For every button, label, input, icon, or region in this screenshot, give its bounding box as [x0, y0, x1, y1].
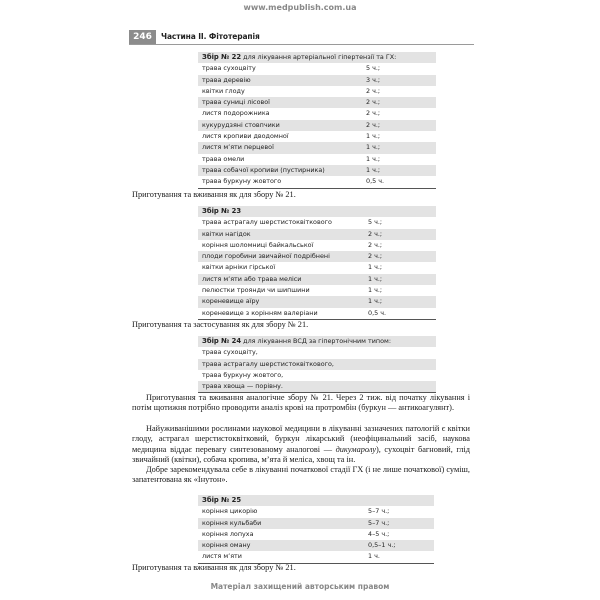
ingredient-amount: 2 ч.;: [368, 240, 383, 249]
ingredient-row: [198, 359, 436, 370]
recipe-purpose: для лікування ВСД за гіпертонічним типом:: [241, 337, 391, 345]
ingredient-name: трава астрагалу шерстистоквіткового: [202, 218, 332, 227]
ingredient-row: [198, 529, 434, 540]
ingredient-name: кукурудзяні стовпчики: [202, 120, 280, 129]
recipe-number: Збір № 25: [202, 496, 242, 504]
ingredient-name: трава буркуну жовтого: [202, 177, 282, 186]
ingredient-amount: 2 ч.;: [366, 109, 381, 118]
ingredient-name: коріння кульбаби: [202, 518, 262, 527]
ingredient-amount: 4–5 ч.;: [368, 529, 390, 538]
ingredient-name: листя м’яти перцевої: [202, 143, 274, 152]
ingredient-row: [198, 370, 436, 381]
ingredient-amount: 5 ч.;: [368, 218, 383, 227]
ingredient-name: коріння оману: [202, 541, 251, 550]
ingredient-name: квітки глоду: [202, 86, 245, 95]
recipe-number: Збір № 24: [202, 337, 242, 345]
ingredient-amount: 1 ч.;: [366, 143, 381, 152]
chapter-title: Частина II. Фітотерапія: [161, 32, 260, 41]
ingredient-amount: 5–7 ч.;: [368, 518, 390, 527]
ingredient-row: [198, 86, 436, 97]
ingredient-amount: 0,5–1 ч.;: [368, 541, 396, 550]
paragraph-1: Приготування та вживання аналогічне збору № 21. Через 2 тиж. від початку лікування і потім щотижня потрібно проводити аналіз крові на протромбін (буркун — антикоагулянт).: [132, 393, 470, 413]
note-after-22: Приготування та вживання як для збору № 21.: [132, 190, 296, 199]
site-url[interactable]: www.medpublish.com.ua: [243, 3, 357, 12]
ingredient-name: коріння лопуха: [202, 529, 254, 538]
ingredient-row: [198, 97, 436, 108]
ingredient-row: [198, 142, 436, 153]
recipe-table-22: [198, 52, 436, 189]
ingredient-name: квітки нагідок: [202, 229, 251, 238]
recipe-number: Збір № 23: [202, 207, 242, 215]
ingredient-amount: 0,5 ч.: [368, 308, 387, 317]
ingredient-name: трава сухоцвіту: [202, 64, 256, 73]
ingredient-name: листя м’яти: [202, 552, 242, 561]
ingredient-row: [198, 229, 436, 240]
recipe-title: [198, 52, 436, 63]
ingredient-row: [198, 540, 434, 551]
paragraph-2-italic: дикумаролу: [335, 444, 377, 454]
ingredient-row: [198, 551, 434, 562]
ingredient-name: трава хвоща — порівну.: [202, 382, 283, 391]
ingredient-name: коріння цикорію: [202, 507, 258, 516]
paragraph-2-after: ), сухоцвіт багновий, глід звичайний (квітки), собача кропива, м’ята й меліса, хвощ та ін.: [132, 444, 470, 464]
note-after-23: Приготування та застосування як для збору № 21.: [132, 320, 309, 329]
recipe-table-24: [198, 336, 436, 393]
ingredient-amount: 1 ч.;: [366, 154, 381, 163]
ingredient-row: [198, 506, 434, 517]
ingredient-name: трава сухоцвіту,: [202, 348, 258, 357]
ingredient-name: кореневище аїру: [202, 297, 260, 306]
paragraph-2: [132, 424, 470, 465]
ingredient-name: трава буркуну жовтого,: [202, 370, 284, 379]
ingredient-name: листя кропиви дводомної: [202, 132, 289, 141]
ingredient-name: трава суниці лісової: [202, 98, 270, 107]
ingredient-row: [198, 251, 436, 262]
ingredient-row: [198, 296, 436, 307]
ingredient-amount: 5–7 ч.;: [368, 507, 390, 516]
recipe-title: [198, 336, 436, 347]
ingredient-name: трава деревію: [202, 75, 251, 84]
ingredient-amount: 1 ч.: [368, 552, 380, 561]
ingredient-name: квітки арніки гірської: [202, 263, 276, 272]
recipe-title: [198, 495, 434, 506]
ingredient-amount: 2 ч.;: [366, 98, 381, 107]
ingredient-amount: 1 ч.;: [368, 274, 383, 283]
ingredient-name: трава омели: [202, 154, 245, 163]
recipe-table-23: [198, 206, 436, 320]
ingredient-amount: 2 ч.;: [368, 229, 383, 238]
ingredient-row: [198, 120, 436, 131]
ingredient-row: [198, 217, 436, 228]
ingredient-row: [198, 165, 436, 176]
ingredient-row: [198, 176, 436, 187]
ingredient-row: [198, 262, 436, 273]
page-number: 246: [129, 30, 156, 44]
ingredient-amount: 3 ч.;: [366, 75, 381, 84]
ingredient-row: [198, 308, 436, 319]
ingredient-row: [198, 75, 436, 86]
recipe-purpose: для лікування артеріальної гіпертензії та ГХ:: [241, 53, 397, 61]
ingredient-row: [198, 108, 436, 119]
note-after-25: Приготування та вживання як для збору № 21.: [132, 563, 296, 572]
ingredient-row: [198, 63, 436, 74]
ingredient-row: [198, 240, 436, 251]
ingredient-row: [198, 154, 436, 165]
recipe-table-25: [198, 495, 434, 564]
ingredient-name: плоди горобини звичайної подрібнені: [202, 252, 330, 261]
ingredient-amount: 2 ч.;: [366, 86, 381, 95]
recipe-title: [198, 206, 436, 217]
ingredient-amount: 1 ч.;: [368, 263, 383, 272]
ingredient-row: [198, 274, 436, 285]
ingredient-amount: 1 ч.;: [366, 165, 381, 174]
ingredient-row: [198, 381, 436, 392]
ingredient-amount: 2 ч.;: [368, 252, 383, 261]
copyright-footer: Матеріал захищений авторським правом: [210, 582, 390, 591]
page-header: [129, 30, 474, 45]
paragraph-3: Добре зарекомендувала себе в лікуванні початкової стадії ГХ (і не лише початкової) суміш, запатентована як «Інутон».: [132, 465, 470, 485]
ingredient-amount: 2 ч.;: [366, 120, 381, 129]
ingredient-name: трава собачої кропиви (пустирника): [202, 165, 325, 174]
ingredient-amount: 1 ч.;: [366, 132, 381, 141]
ingredient-name: коріння шоломниці байкальської: [202, 240, 314, 249]
ingredient-row: [198, 131, 436, 142]
ingredient-name: листя м’яти або трава меліси: [202, 274, 302, 283]
ingredient-row: [198, 347, 436, 358]
ingredient-name: кореневище з корінням валеріани: [202, 308, 318, 317]
ingredient-amount: 5 ч.;: [366, 64, 381, 73]
recipe-number: Збір № 22: [202, 53, 242, 61]
ingredient-name: пелюстки троянди чи шипшини: [202, 286, 310, 295]
ingredient-name: листя подорожника: [202, 109, 270, 118]
ingredient-amount: 1 ч.;: [368, 297, 383, 306]
ingredient-amount: 0,5 ч.: [366, 177, 385, 186]
ingredient-amount: 1 ч.;: [368, 286, 383, 295]
ingredient-name: трава астрагалу шерстистоквіткового,: [202, 359, 334, 368]
paragraph-2-before: Найуживанішими рослинами наукової медицини в лікуванні зазначених патологій є квітки глоду, астрагал шерстистоквітковий, буркун лікарський (неофіцинальний засіб, наукова медицина віддає перевагу синтезованому аналогові —: [132, 424, 470, 454]
ingredient-row: [198, 518, 434, 529]
ingredient-row: [198, 285, 436, 296]
